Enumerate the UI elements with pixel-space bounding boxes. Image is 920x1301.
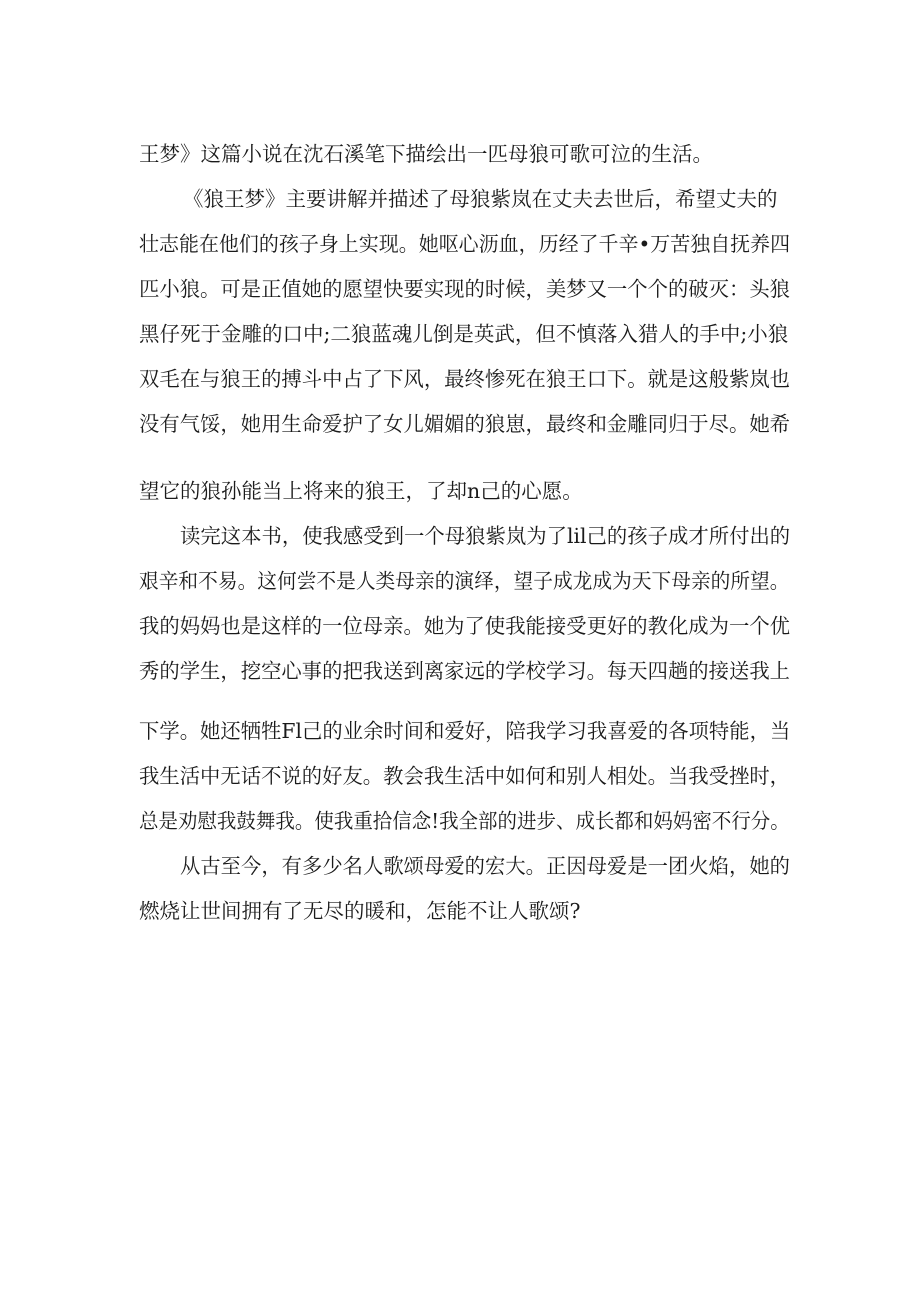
text-line: 总是劝慰我鼓舞我。使我重拾信念!我全部的进步、成长都和妈妈密不行分。 bbox=[139, 809, 790, 833]
text-line: 《狼王梦》主要讲解并描述了母狼紫岚在丈夫去世后，希望丈夫的 bbox=[183, 187, 778, 211]
text-line: 秀的学生，挖空心事的把我送到离家远的学校学习。每天四趟的接送我上 bbox=[139, 659, 791, 683]
text-line: 壮志能在他们的孩子身上实现。她呕心沥血，历经了千辛•万苦独自抚养四 bbox=[139, 232, 791, 256]
text-line: 从古至今，有多少名人歌颂母爱的宏大。正因母爱是一团火焰，她的 bbox=[180, 854, 791, 878]
text-line: 我生活中无话不说的好友。教会我生活中如何和别人相处。当我受挫时， bbox=[139, 764, 791, 788]
text-line: 没有气馁，她用生命爱护了女儿媚媚的狼崽，最终和金雕同归于尽。她希 bbox=[139, 412, 791, 436]
text-line: 王梦》这篇小说在沈石溪笔下描绘出一匹母狼可歌可泣的生活。 bbox=[139, 142, 713, 166]
text-line: 燃烧让世间拥有了无尽的暖和，怎能不让人歌颂? bbox=[139, 899, 581, 923]
text-line: 黑仔死于金雕的口中;二狼蓝魂儿倒是英武，但不慎落入猎人的手中;小狼 bbox=[139, 322, 789, 346]
text-line: 我的妈妈也是这样的一位母亲。她为了使我能接受更好的教化成为一个优 bbox=[139, 614, 791, 638]
text-line: 匹小狼。可是正值她的愿望快要实现的时候，美梦又一个个的破灭：头狼 bbox=[139, 277, 791, 301]
text-line: 望它的狼孙能当上将来的狼王，了却n己的心愿。 bbox=[139, 479, 583, 503]
text-line: 读完这本书，使我感受到一个母狼紫岚为了lil己的孩子成才所付出的 bbox=[180, 524, 791, 548]
text-line: 双毛在与狼王的搏斗中占了下风，最终惨死在狼王口下。就是这般紫岚也 bbox=[139, 367, 791, 391]
text-line: 艰辛和不易。这何尝不是人类母亲的演绎，望子成龙成为天下母亲的所望。 bbox=[139, 569, 790, 593]
text-line: 下学。她还牺牲Fl己的业余时间和爱好，陪我学习我喜爱的各项特能，当 bbox=[139, 719, 791, 743]
